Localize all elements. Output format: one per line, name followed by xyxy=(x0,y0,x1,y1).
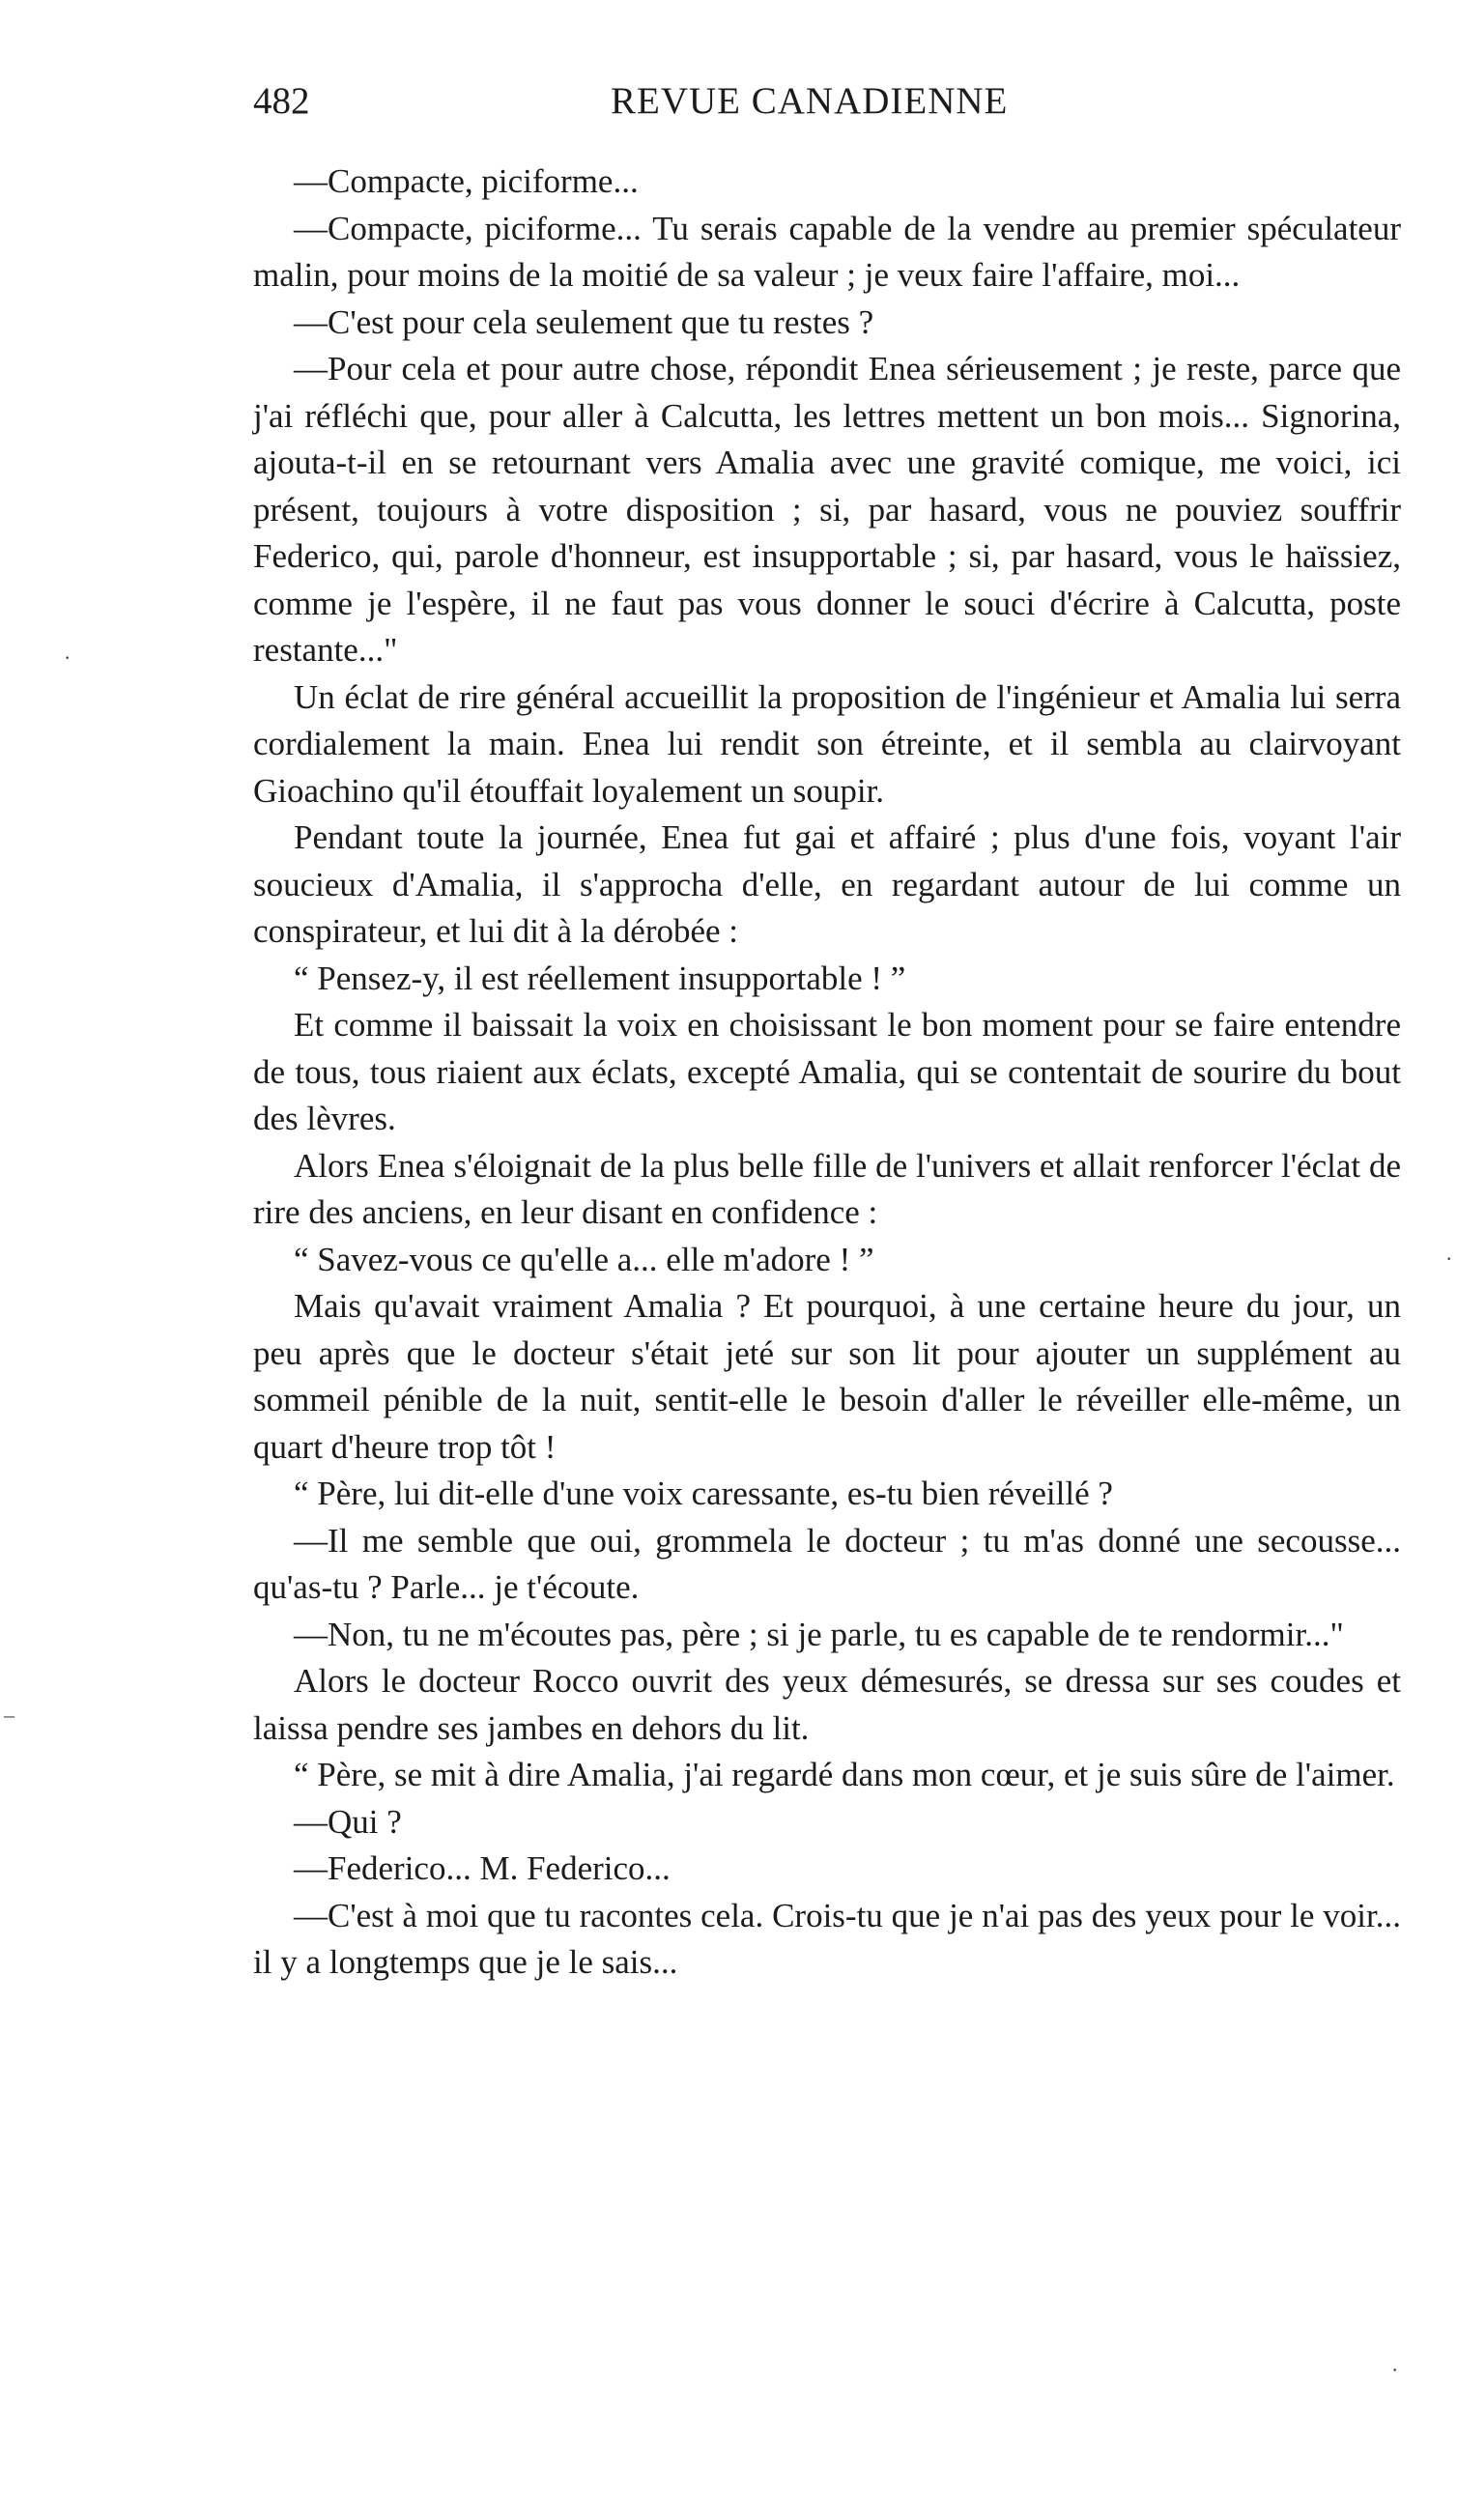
paragraph-3: —C'est pour cela seulement que tu restes ? xyxy=(294,302,874,341)
paragraph-1: —Compacte, piciforme... xyxy=(294,162,639,200)
paragraph-7: “ Pensez-y, il est réellement insupportable ! ” xyxy=(294,959,906,997)
margin-dash: – xyxy=(4,1703,14,1727)
paragraph-18: —Federico... M. Federico... xyxy=(294,1849,671,1887)
margin-dot: · xyxy=(1445,1246,1453,1271)
paragraph-11: Mais qu'avait vraiment Amalia ? Et pourquoi, à une certaine heure du jour, un peu après que le docteur s'était jeté sur son lit pour ajouter un supplément au sommeil pénible de la nuit, sentit-elle le besoin d'aller le réveiller elle-même, un quart d'heure trop tôt ! xyxy=(253,1287,1401,1466)
paragraph-2: —Compacte, piciforme... Tu serais capable de la vendre au premier spéculateur malin, pour moins de la moitié de sa valeur ; je veux faire l'affaire, moi... xyxy=(253,209,1401,294)
page-number: 482 xyxy=(253,80,310,122)
paragraph-9: Alors Enea s'éloignait de la plus belle fille de l'univers et allait renforcer l'éclat de rire des anciens, en leur disant en confidence : xyxy=(253,1146,1401,1231)
paragraph-15: Alors le docteur Rocco ouvrit des yeux démesurés, se dressa sur ses coudes et laissa pendre ses jambes en dehors du lit. xyxy=(253,1662,1401,1747)
page-header xyxy=(253,79,1451,137)
paragraph-4: —Pour cela et pour autre chose, répondit Enea sérieusement ; je reste, parce que j'ai réfléchi que, pour aller à Calcutta, les lettres mettent un bon mois... Signorina, ajouta-t-il en se retournant vers Amalia avec une gravité comique, me voici, ici présent, toujours à votre disposition ; si, par hasard, vous ne pouviez souffrir Federico, qui, parole d'honneur, est insupportable ; si, par hasard, vous le haïssiez, comme je l'espère, il ne faut pas vous donner le souci d'écrire à Calcutta, poste restante..." xyxy=(253,350,1401,669)
running-title: REVUE CANADIENNE xyxy=(611,80,1009,122)
paragraph-16: “ Père, se mit à dire Amalia, j'ai regardé dans mon cœur, et je suis sûre de l'aimer. xyxy=(294,1756,1395,1793)
paragraph-5: Un éclat de rire général accueillit la proposition de l'ingénieur et Amalia lui serra cordialement la main. Enea lui rendit son étreinte, et il sembla au clairvoyant Gioachino qu'il étouffait loyalement un soupir. xyxy=(253,677,1401,810)
paragraph-19: —C'est à moi que tu racontes cela. Crois-tu que je n'ai pas des yeux pour le voir... il y a longtemps que je le sais... xyxy=(253,1896,1401,1981)
paragraph-8: Et comme il baissait la voix en choisissant le bon moment pour se faire entendre de tous, tous riaient aux éclats, excepté Amalia, qui se contentait de sourire du bout des lèvres. xyxy=(253,1006,1401,1137)
paragraph-14: —Non, tu ne m'écoutes pas, père ; si je parle, tu es capable de te rendormir..." xyxy=(294,1615,1344,1653)
margin-dot: · xyxy=(1391,2358,1399,2382)
margin-dot: · xyxy=(64,645,71,670)
paragraph-10: “ Savez-vous ce qu'elle a... elle m'adore ! ” xyxy=(294,1240,874,1278)
paragraph-6: Pendant toute la journée, Enea fut gai et affairé ; plus d'une fois, voyant l'air soucieux d'Amalia, il s'approcha d'elle, en regardant autour de lui comme un conspirateur, et lui dit à la dérobée : xyxy=(253,818,1401,950)
paragraph-12: “ Père, lui dit-elle d'une voix caressante, es-tu bien réveillé ? xyxy=(294,1475,1113,1512)
body-text xyxy=(253,158,1401,1987)
paragraph-13: —Il me semble que oui, grommela le docteur ; tu m'as donné une secousse... qu'as-tu ? Parle... je t'écoute. xyxy=(253,1521,1401,1606)
paragraph-17: —Qui ? xyxy=(294,1802,402,1841)
